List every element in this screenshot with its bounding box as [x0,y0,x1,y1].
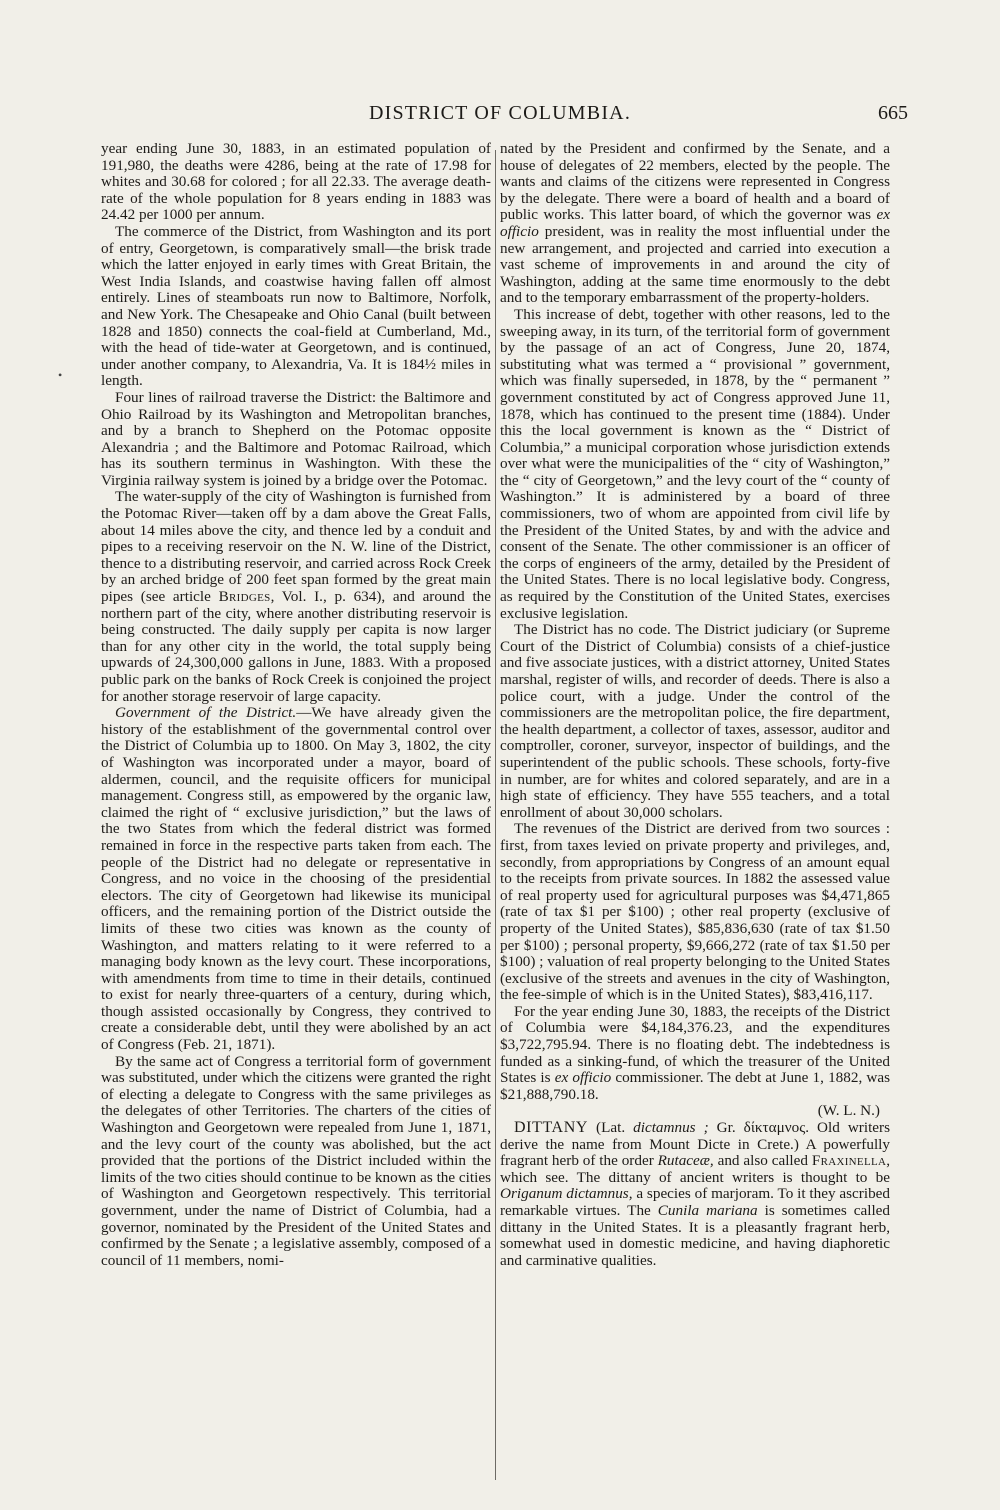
paragraph [101,705,491,1053]
page-title: DISTRICT OF COLUMBIA. [368,102,632,124]
paragraph-text: Gr. δίκταμνος. Old writers derive the name from Mount Dicte in Crete.) A powerfully fragrant herb of the order [500,1119,891,1170]
paragraph: The commerce of the District, from Washington and its port of entry, Georgetown, is comparatively small—the brisk trade which the latter enjoyed in early times with Great Britain, the West India Islands, and coastwise having fallen off almost entirely. Lines of steamboats run now to Baltimore, Norfolk, and New York. The Chesapeake and Ohio Canal (built between 1828 and 1850) connects the coal-field at Cumberland, Md., with the head of tide-water at Georgetown, and is continued, under another company, to Alexandria, Va. It is 184½ miles in length. [101,222,491,390]
paragraph: Four lines of railroad traverse the District: the Baltimore and Ohio Railroad by its Washington and Metropolitan branches, and by a branch to Shepherd on the Potomac opposite Alexandria ; and the Baltimore and Potomac Railroad, which has its southern terminus in Washington. With these the Virginia railway system is joined by a bridge over the Potomac. [101,388,491,489]
italic-term: Cunila mariana [657,1202,758,1219]
italic-term: dictamnus ; [633,1119,709,1137]
dittany-entry [500,1120,890,1269]
paragraph-text: is sometimes called dittany in the United States. It is a pleasantly fragrant herb, somewhat used in domestic medicine, and having diaphoretic and carminative qualities. [500,1202,890,1269]
paragraph: The District has no code. The District judiciary (or Supreme Court of the District of Columbia) consists of a chief-justice and five associate justices, with a district attorney, United States marshal, register of wills, and recorder of deeds. There is also a police court, with a judge. Under the control of the commissioners are the metropolitan police, the fire department, the health department, a collector of taxes, assessor, auditor and comptroller, coroner, surveyor, inspector of buildings, and the superintendent of the public schools. These schools, forty-five in number, are for whites and colored separately, and are in a high state of efficiency. They have 555 teachers, and a total enrollment of about 30,000 scholars. [500,621,890,821]
entry-headword: DITTANY [514,1119,589,1137]
paragraph-text: The water-supply of the city of Washington is furnished from the Potomac River—taken off by a dam above the Great Falls, about 14 miles above the city, and thence led by a conduit and pipes to a receiving reservoir on the N. W. line of the District, thence to a distributing reservoir, and carried across Rock Creek by an arched bridge of 200 feet span formed by the great main pipes (see article [101,488,491,606]
right-column [500,141,890,1269]
italic-term: Rutaceæ, [657,1152,714,1170]
paragraph: year ending June 30, 1883, in an estimated population of 191,980, the deaths were 4286, being at the rate of 17.98 for whites and 30.68 for colored ; for all 22.33. The average death-rate of the whole population for 8 years ending in 1883 was 24.42 per 1000 per annum. [101,140,491,224]
paragraph [500,1004,890,1104]
running-head [100,100,908,140]
cross-reference: Bridges [218,588,271,606]
paragraph [500,141,890,307]
paragraph-text: For the year ending June 30, 1883, the receipts of the District of Columbia were $4,184,376.23, and the expenditures $3,722,795.94. There is no floating debt. The indebtedness is funded as a sinking-fund, of which the treasurer of the United States is [500,1002,890,1087]
left-column [101,141,491,1269]
paragraph-text: president, was in reality the most influential under the new arrangement, and projected and carried into execution a vast scheme of improvements in and around the city of Washington, adding at the same time enormously to the debt and to the temporary embarrassment of the property-holders. [500,222,890,307]
paragraph: The revenues of the District are derived from two sources : first, from taxes levied on private property and privileges, and, secondly, from appropriations by Congress of an amount equal to the receipts from private sources. In 1882 the assessed value of real property used for agricultural purposes was $4,471,865 (rate of tax $1 per $100) ; other real property (exclusive of property of the United States), $85,836,630 (rate of tax $1.50 per $100) ; personal property, $9,666,272 (rate of tax $1.50 per $100) ; valuation of real property belonging to the United States (exclusive of the streets and avenues in the city of Washington, the fee-simple of which is in the United States), $83,416,117. [500,820,890,1004]
paragraph-text: and also called [717,1152,808,1170]
section-heading: Government of the District. [115,704,297,722]
cross-reference: Fraxinella [811,1152,887,1170]
paragraph-text: , Vol. I., p. 634), and around the northern part of the city, where another distributing reservoir is being constructed. The daily supply per capita is now larger than for any other city in the world, the total supply being upwards of 24,300,000 gallons in June, 1883. With a proposed public park on the banks of Rock Creek is conjoined the project for another storage reservoir of large capacity. [101,588,492,705]
margin-mark: • [58,368,63,382]
paragraph: By the same act of Congress a territorial form of government was substituted, under which the citizens were granted the right of electing a delegate to Congress with the same privileges as the delegates of other Territories. The charters of the cities of Washington and Georgetown were repealed from June 1, 1871, and the levy court of the county was abolished, but the act provided that the portions of the District included within the limits of the two cities should continue to be known as the cities of Washington and Georgetown respectively. This territorial government, under the name of District of Columbia, had a governor, nominated by the President of the United States and confirmed by the Senate ; a legislative assembly, composed of a council of 11 members, nomi- [101,1052,491,1269]
paragraph-text: , which see. The dittany of ancient writers is thought to be [500,1152,891,1186]
italic-term: Origanum dictamnus, [500,1185,633,1203]
column-divider [495,150,496,1480]
page-number: 665 [878,102,908,124]
paragraph-text: a species of marjoram. To it they ascribed remarkable virtues. The [500,1185,891,1219]
paragraph: This increase of debt, together with other reasons, led to the sweeping away, in its turn, of the territorial form of government by the passage of an act of Congress, June 20, 1874, substituting what was termed a “ provisional ” government, which was finally superseded, in 1878, by the “ permanent ” government constituted by act of Congress approved June 11, 1878, which has continued to the present time (1884). Under this the local government is known as the “ District of Columbia,” a municipal corporation whose jurisdiction extends over what were the municipalities of the “ city of Washington,” the “ city of Georgetown,” and the levy court of the “ county of Washington.” It is administered by a board of three commissioners, two of whom are appointed from civil life by the President of the United States, by and with the advice and consent of the Senate. The other commissioner is an officer of the corps of engineers of the army, detailed by the President of the United States. There is no local legislative body. Congress, as required by the Constitution of the United States, exercises exclusive legislation. [500,305,890,622]
paragraph-text: —We have already given the history of the establishment of the governmental control over the District of Columbia up to 1800. On May 3, 1802, the city of Washington was incorporated under a mayor, board of aldermen, council, and the requisite officers for municipal management. Congress still, as empowered by the organic law, claimed the right of “ exclusive jurisdiction,” but the laws of the two States from which the federal district was formed remained in force in the respective parts taken from each. The people of the District had no delegate or representative in Congress, and no voice in the choosing of the presidential electors. The city of Georgetown had likewise its municipal officers, and the remaining portion of the District outside the limits of these two cities was known as the county of Washington, and matters relating to it were referred to a managing body known as the levy court. These incorporations, with amendments from time to time in their details, continued to exist for nearly three-quarters of a century, during which, though assisted occasionally by Congress, they contrived to create a considerable debt, until they were abolished by an act of Congress (Feb. 21, 1871). [101,704,491,1054]
paragraph-text: nated by the President and confirmed by the Senate, and a house of delegates of 22 members, elected by the people. The wants and claims of the citizens were represented in Congress by the delegate. There were a board of health and a board of public works. This latter board, of which the governor was [500,140,890,224]
paragraph-text: commissioner. The debt at June 1, 1882, was $21,888,790.18. [500,1069,891,1103]
author-signature: (W. L. N.) [817,1102,880,1120]
paragraph-text: (Lat. [596,1119,626,1137]
italic-term: ex officio [554,1069,612,1087]
paragraph [101,489,491,705]
italic-term: ex officio [500,206,891,240]
